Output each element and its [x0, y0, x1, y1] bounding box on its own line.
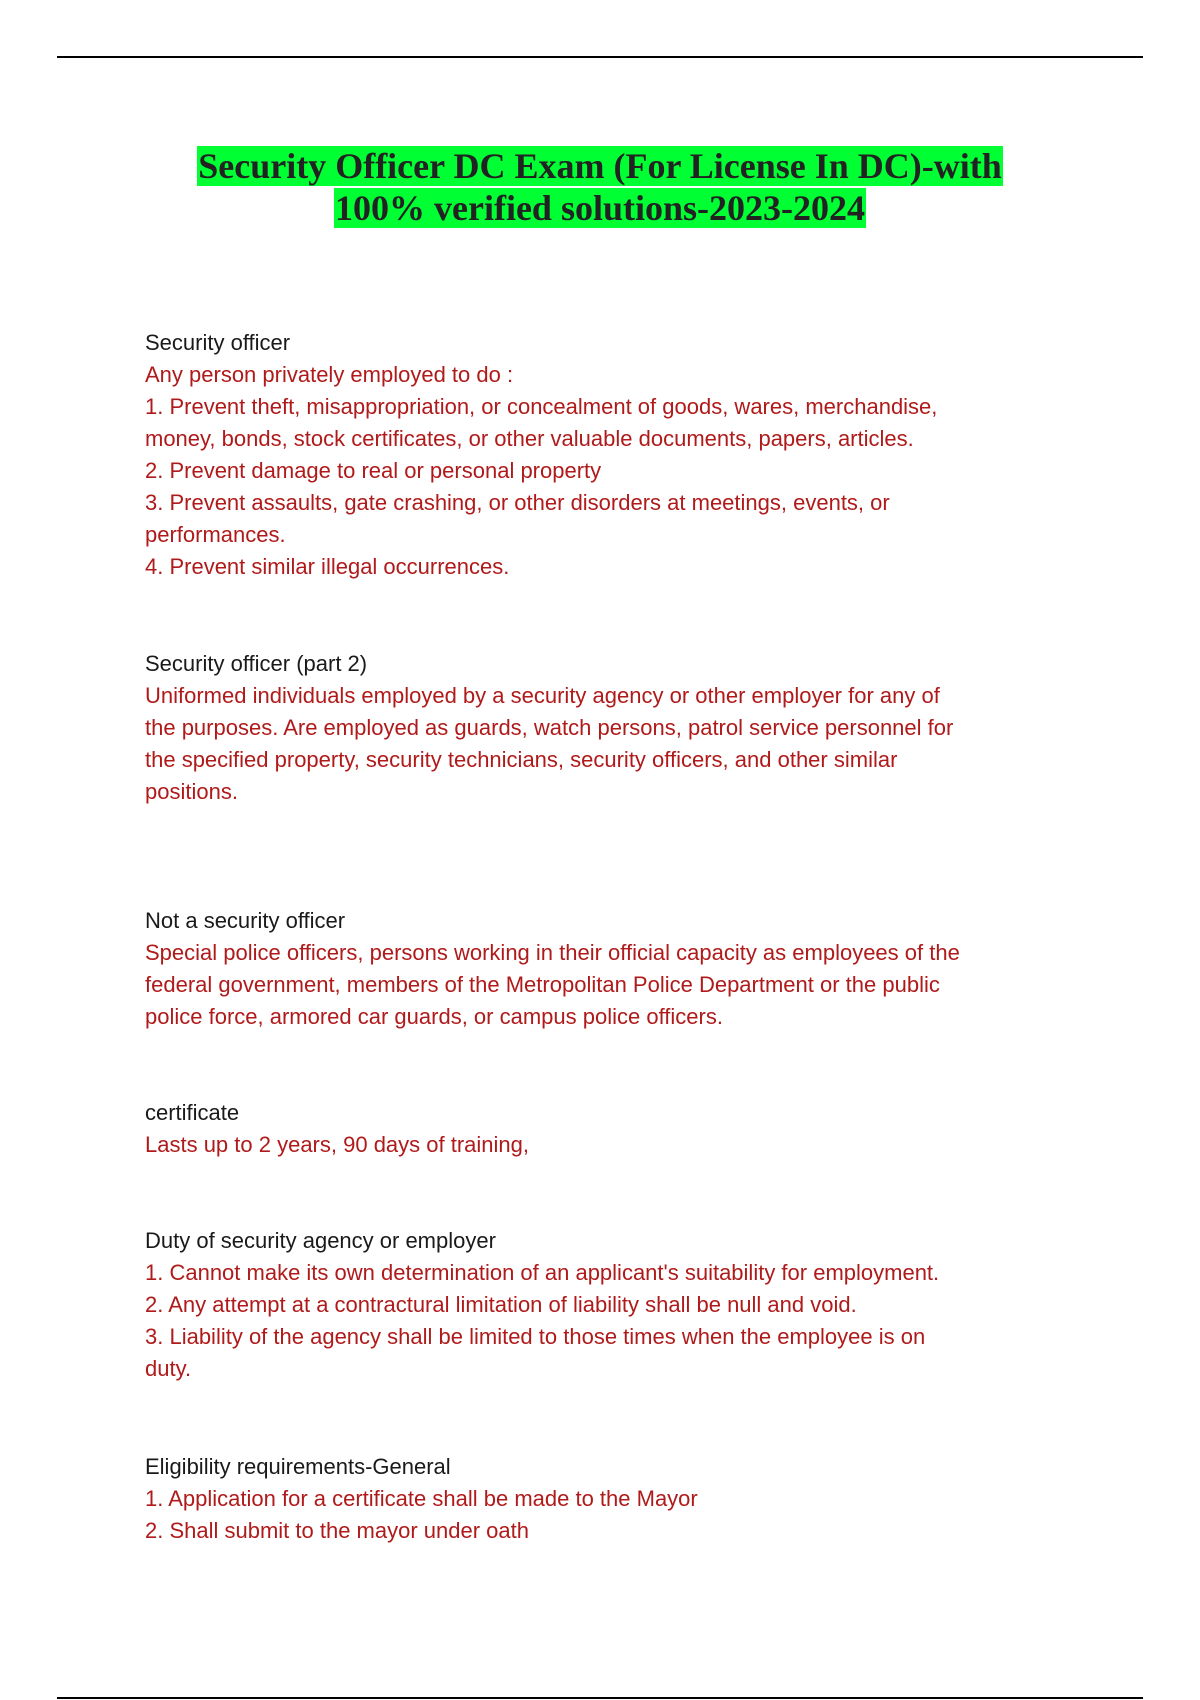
card-definition-line: 2. Shall submit to the mayor under oath	[145, 1518, 529, 1543]
card-definition-line: 1. Application for a certificate shall be made to the Mayor	[145, 1486, 698, 1511]
card-definition-line: 3. Liability of the agency shall be limited to those times when the employee is on	[145, 1324, 926, 1349]
card-definition-line: 1. Cannot make its own determination of an applicant's suitability for employment.	[145, 1260, 940, 1285]
title-line-1: Security Officer DC Exam (For License In DC)-with	[198, 146, 1002, 186]
card-term: Security officer (part 2)	[145, 651, 368, 676]
flashcard-eligibility-requirements-general	[145, 1451, 1065, 1547]
card-definition-line: federal government, members of the Metropolitan Police Department or the public	[145, 972, 940, 997]
flashcard-security-officer	[145, 327, 1065, 583]
flashcard-not-a-security-officer	[145, 905, 1065, 1033]
page-title	[0, 145, 1200, 229]
card-definition-line: 1. Prevent theft, misappropriation, or concealment of goods, wares, merchandise,	[145, 394, 938, 419]
card-term: certificate	[145, 1100, 240, 1125]
card-definition-line: Lasts up to 2 years, 90 days of training,	[145, 1132, 530, 1157]
card-definition-line: Uniformed individuals employed by a security agency or other employer for any of	[145, 683, 940, 708]
bottom-rule	[57, 1697, 1143, 1699]
card-definition-line: the specified property, security technicians, security officers, and other similar	[145, 747, 898, 772]
card-definition-line: 2. Prevent damage to real or personal property	[145, 458, 602, 483]
top-rule	[57, 56, 1143, 58]
card-definition-line: performances.	[145, 522, 286, 547]
card-definition-line: 4. Prevent similar illegal occurrences.	[145, 554, 510, 579]
card-definition-line: positions.	[145, 779, 238, 804]
card-definition-line: police force, armored car guards, or campus police officers.	[145, 1004, 723, 1029]
title-line-2: 100% verified solutions-2023-2024	[335, 188, 865, 228]
card-term: Eligibility requirements-General	[145, 1454, 451, 1479]
flashcard-duty-of-security-agency	[145, 1225, 1065, 1385]
card-definition-line: Special police officers, persons working in their official capacity as employees of the	[145, 940, 960, 965]
card-definition-line: duty.	[145, 1356, 192, 1381]
card-term: Not a security officer	[145, 908, 346, 933]
card-definition-line: money, bonds, stock certificates, or other valuable documents, papers, articles.	[145, 426, 914, 451]
flashcard-security-officer-part-2	[145, 648, 1065, 808]
card-term: Duty of security agency or employer	[145, 1228, 496, 1253]
card-definition-line: Any person privately employed to do :	[145, 362, 514, 387]
card-definition-line: 3. Prevent assaults, gate crashing, or other disorders at meetings, events, or	[145, 490, 890, 515]
card-definition-line: 2. Any attempt at a contractural limitation of liability shall be null and void.	[145, 1292, 857, 1317]
card-term: Security officer	[145, 330, 291, 355]
card-definition-line: the purposes. Are employed as guards, watch persons, patrol service personnel for	[145, 715, 954, 740]
flashcard-certificate	[145, 1097, 1065, 1161]
